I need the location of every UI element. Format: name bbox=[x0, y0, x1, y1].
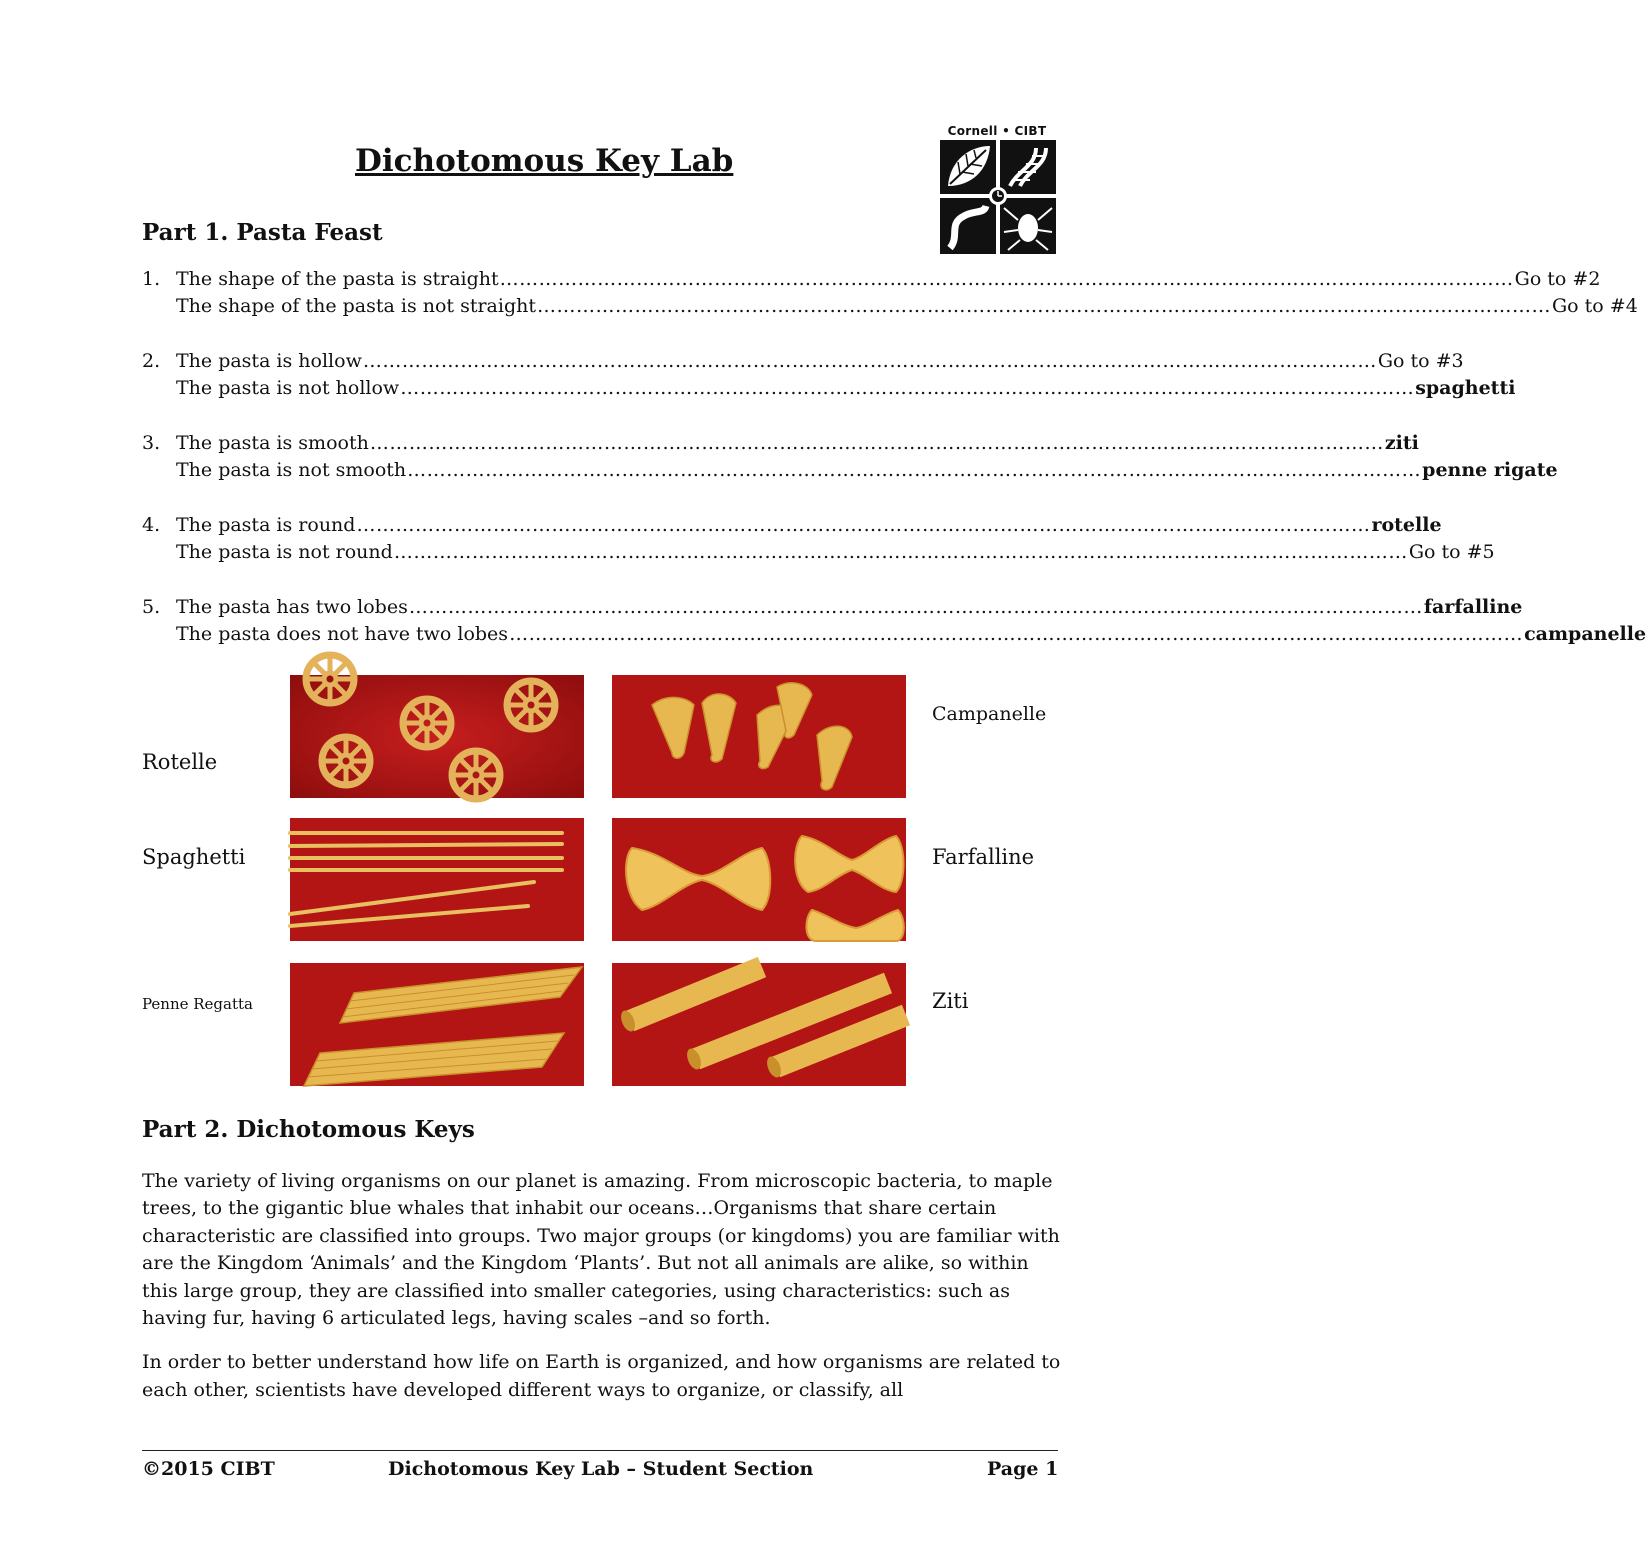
rotelle-image bbox=[290, 675, 584, 798]
option-result: farfalline bbox=[1423, 596, 1523, 618]
key-option: The pasta is not smooth ………………………………………………………………………………………………………………………………………… penne rigate bbox=[176, 459, 1558, 481]
option-result: spaghetti bbox=[1415, 377, 1516, 399]
logo-icon bbox=[940, 140, 1056, 254]
page-title: Dichotomous Key Lab bbox=[355, 143, 734, 179]
part1-heading: Part 1. Pasta Feast bbox=[142, 219, 383, 246]
key-step-3 bbox=[142, 432, 1558, 486]
key-option: 4. The pasta is round ………………………………………………………………………………………………………………………………………… rotelle bbox=[142, 514, 1442, 536]
step-number: 3. bbox=[142, 432, 161, 454]
option-text: The pasta is round bbox=[176, 514, 356, 536]
dichotomous-key bbox=[142, 268, 1646, 678]
key-option: 2. The pasta is hollow ………………………………………………………………………………………………………………………………………… Go to #3 bbox=[142, 350, 1464, 372]
label-campanelle: Campanelle bbox=[932, 703, 1047, 725]
option-text: The pasta is hollow bbox=[176, 350, 362, 372]
key-step-5 bbox=[142, 596, 1646, 650]
part2-body bbox=[142, 1168, 1062, 1421]
option-result: campanelle bbox=[1524, 623, 1646, 645]
option-result: Go to #5 bbox=[1408, 541, 1495, 563]
farfalline-image bbox=[612, 818, 906, 941]
footer-divider bbox=[142, 1450, 1058, 1451]
step-number: 4. bbox=[142, 514, 161, 536]
key-option: The pasta does not have two lobes ………………………………………………………………………………………………………………………………………… campanelle bbox=[176, 623, 1646, 645]
option-result: Go to #4 bbox=[1552, 295, 1638, 317]
option-result: Go to #2 bbox=[1514, 268, 1601, 290]
option-result: rotelle bbox=[1371, 514, 1442, 536]
part2-heading: Part 2. Dichotomous Keys bbox=[142, 1116, 475, 1143]
ziti-image bbox=[612, 963, 906, 1086]
footer-page-number: Page 1 bbox=[987, 1458, 1059, 1480]
label-rotelle: Rotelle bbox=[142, 750, 218, 774]
paragraph: The variety of living organisms on our planet is amazing. From microscopic bacteria, to maple trees, to the gigantic blue whales that inhabit our oceans…Organisms that share certain characteristic are classified into groups. Two major groups (or kingdoms) you are familiar with are the Kingdom ‘Animals’ and the Kingdom ‘Plants’. But not all animals are alike, so within this large group, they are classified into smaller categories, using characteristics: such as having fur, having 6 articulated legs, having scales –and so forth. bbox=[142, 1170, 1060, 1330]
option-text: The shape of the pasta is not straight bbox=[176, 295, 536, 317]
key-option: The pasta is not hollow ………………………………………………………………………………………………………………………………………… spaghetti bbox=[176, 377, 1516, 399]
option-text: The pasta is smooth bbox=[176, 432, 369, 454]
option-text: The pasta is not smooth bbox=[176, 459, 407, 481]
key-option: The shape of the pasta is not straight ………………………………………………………………………………………………………………………………………… Go to #4 bbox=[176, 295, 1638, 317]
cornell-cibt-logo bbox=[938, 124, 1056, 256]
penne-image bbox=[290, 963, 584, 1086]
option-text: The shape of the pasta is straight bbox=[176, 268, 499, 290]
step-number: 1. bbox=[142, 268, 161, 290]
key-step-4 bbox=[142, 514, 1495, 568]
option-text: The pasta is not round bbox=[176, 541, 393, 563]
footer-title: Dichotomous Key Lab – Student Section bbox=[388, 1458, 814, 1480]
paragraph: In order to better understand how life on Earth is organized, and how organisms are related to each other, scientists have developed different ways to organize, or classify, all bbox=[142, 1351, 1061, 1401]
label-ziti: Ziti bbox=[932, 989, 969, 1013]
option-text: The pasta does not have two lobes bbox=[176, 623, 509, 645]
option-result: Go to #3 bbox=[1377, 350, 1464, 372]
key-option: The pasta is not round ………………………………………………………………………………………………………………………………………… Go to #5 bbox=[176, 541, 1495, 563]
label-spaghetti: Spaghetti bbox=[142, 845, 246, 869]
option-result: penne rigate bbox=[1422, 459, 1558, 481]
key-option: 1. The shape of the pasta is straight ………………………………………………………………………………………………………………………………………… Go to #2 bbox=[142, 268, 1601, 290]
option-result: ziti bbox=[1384, 432, 1419, 454]
spaghetti-image bbox=[290, 818, 584, 941]
step-number: 5. bbox=[142, 596, 161, 618]
label-farfalline: Farfalline bbox=[932, 845, 1035, 869]
campanelle-image bbox=[612, 675, 906, 798]
option-text: The pasta has two lobes bbox=[176, 596, 408, 618]
label-penne: Penne Regatta bbox=[142, 995, 253, 1013]
step-number: 2. bbox=[142, 350, 161, 372]
key-step-1 bbox=[142, 268, 1638, 322]
logo-text: Cornell • CIBT bbox=[947, 124, 1047, 138]
footer-copyright: ©2015 CIBT bbox=[142, 1458, 275, 1480]
key-option: 3. The pasta is smooth ………………………………………………………………………………………………………………………………………… ziti bbox=[142, 432, 1419, 454]
key-step-2 bbox=[142, 350, 1516, 404]
key-option: 5. The pasta has two lobes ………………………………………………………………………………………………………………………………………… farfalline bbox=[142, 596, 1523, 618]
option-text: The pasta is not hollow bbox=[176, 377, 400, 399]
